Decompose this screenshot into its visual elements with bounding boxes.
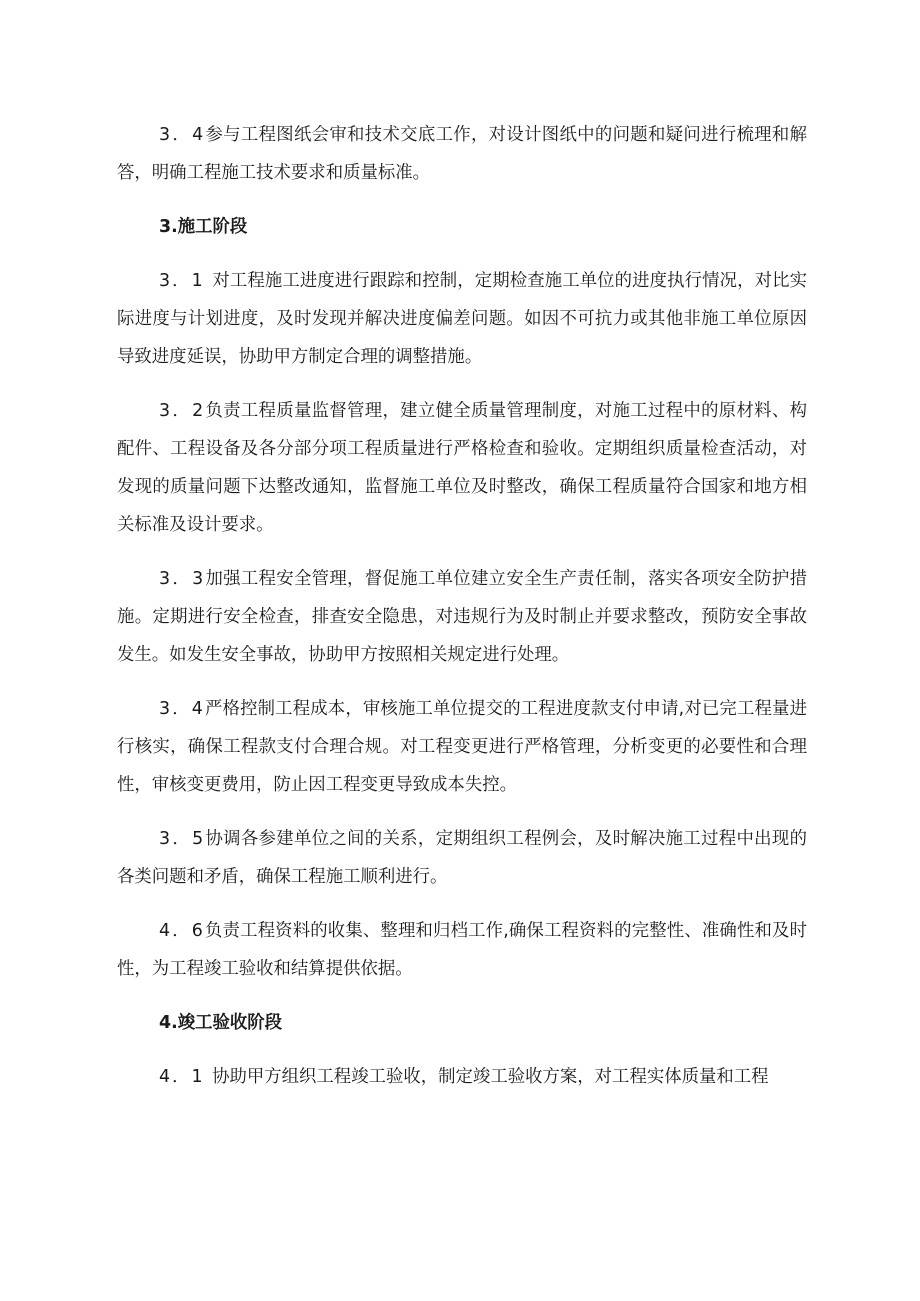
paragraph-number: 3．3	[159, 569, 206, 589]
document-body	[117, 116, 807, 1112]
paragraph-number: 3．2	[159, 401, 206, 421]
paragraph-3-2-quality-supervision	[117, 392, 807, 544]
paragraph-3-5-coordination	[117, 820, 807, 896]
paragraph-number: 3．4	[159, 125, 206, 145]
paragraph-4-1-completion-acceptance	[117, 1058, 807, 1096]
paragraph-text: 对工程施工进度进行跟踪和控制，定期检查施工单位的进度执行情况，对比实际进度与计划进度，及时发现并解决进度偏差问题。如因不可抗力或其他非施工单位原因导致进度延误，协助甲方制定合理的调整措施。	[117, 271, 807, 367]
paragraph-text: 协助甲方组织工程竣工验收，制定竣工验收方案，对工程实体质量和工程	[212, 1067, 769, 1087]
section-heading-construction-stage: 3.施工阶段	[159, 217, 248, 237]
paragraph-3-4-drawing-review	[117, 116, 807, 192]
paragraph-number: 3．1	[159, 271, 213, 291]
paragraph-3-1-schedule-control	[117, 262, 807, 376]
section-heading-completion-acceptance: 4.竣工验收阶段	[159, 1013, 283, 1033]
paragraph-3-4-cost-control	[117, 690, 807, 804]
paragraph-number: 3．5	[159, 829, 206, 849]
paragraph-text: 协调各参建单位之间的关系，定期组织工程例会，及时解决施工过程中出现的各类问题和矛盾，确保工程施工顺利进行。	[117, 829, 807, 887]
paragraph-number: 3．4	[159, 699, 205, 719]
paragraph-4-6-documentation	[117, 912, 807, 988]
paragraph-text: 参与工程图纸会审和技术交底工作，对设计图纸中的问题和疑问进行梳理和解答，明确工程施工技术要求和质量标准。	[117, 125, 807, 183]
paragraph-number: 4．6	[159, 921, 205, 941]
paragraph-text: 严格控制工程成本，审核施工单位提交的工程进度款支付申请,对已完工程量进行核实，确保工程款支付合理合规。对工程变更进行严格管理，分析变更的必要性和合理性，审核变更费用，防止因工程变更导致成本失控。	[117, 699, 807, 795]
paragraph-3-3-safety-management	[117, 560, 807, 674]
paragraph-text: 负责工程质量监督管理，建立健全质量管理制度，对施工过程中的原材料、构配件、工程设备及各分部分项工程质量进行严格检查和验收。定期组织质量检查活动，对发现的质量问题下达整改通知，监督施工单位及时整改，确保工程质量符合国家和地方相关标准及设计要求。	[117, 401, 807, 535]
paragraph-number: 4．1	[159, 1067, 213, 1087]
paragraph-text: 负责工程资料的收集、整理和归档工作,确保工程资料的完整性、准确性和及时性，为工程竣工验收和结算提供依据。	[117, 921, 807, 979]
paragraph-text: 加强工程安全管理，督促施工单位建立安全生产责任制，落实各项安全防护措施。定期进行安全检查，排查安全隐患，对违规行为及时制止并要求整改，预防安全事故发生。如发生安全事故，协助甲方按照相关规定进行处理。	[117, 569, 807, 665]
